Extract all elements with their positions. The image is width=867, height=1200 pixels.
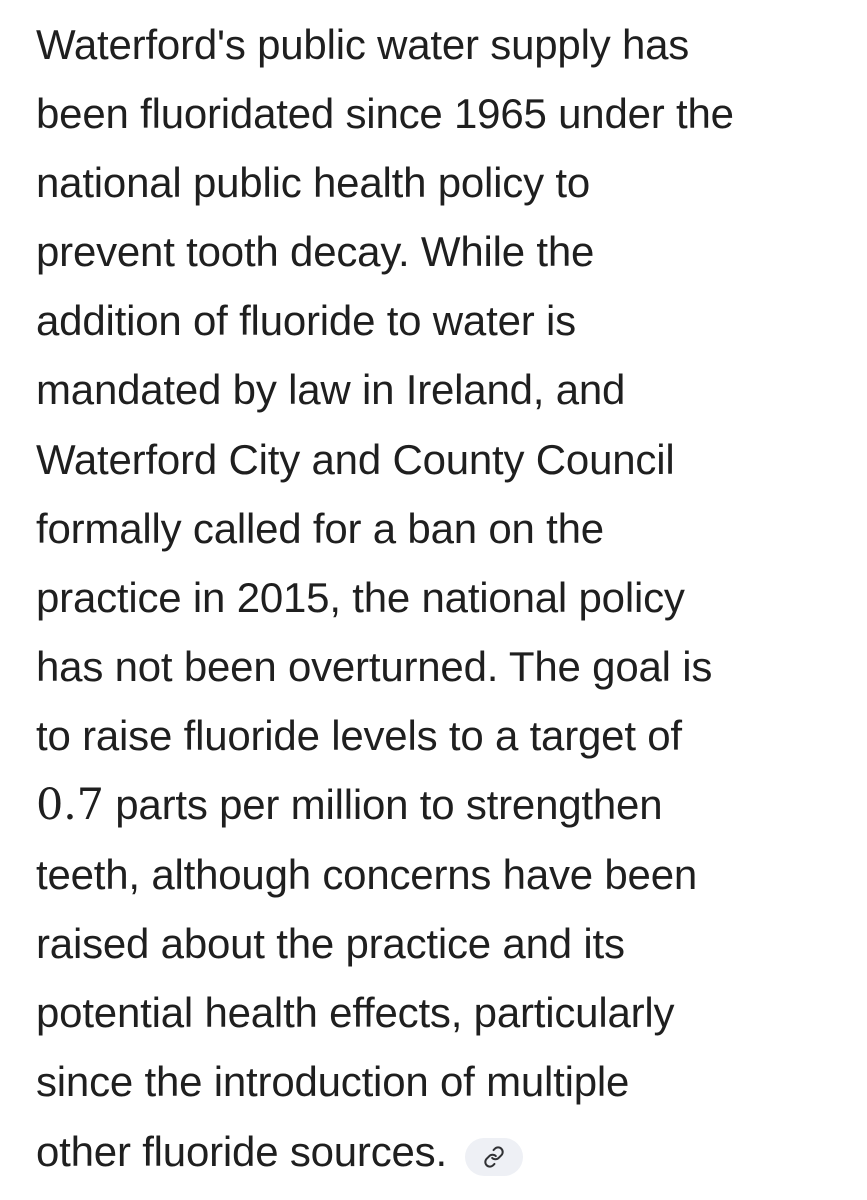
response-line-text: other fluoride sources. (36, 1127, 447, 1175)
response-line: teeth, although concerns have been (36, 851, 698, 899)
response-line-text: parts per million to strengthen (103, 781, 663, 829)
response-line-last (36, 1117, 836, 1186)
ai-response-paragraph (36, 10, 836, 1186)
response-line: been fluoridated since 1965 under the (36, 90, 734, 138)
response-line: raised about the practice and its (36, 920, 625, 968)
response-line: Waterford City and County Council (36, 435, 675, 483)
response-line: prevent tooth decay. While the (36, 228, 595, 276)
response-line: practice in 2015, the national policy (36, 573, 685, 621)
response-line: since the introduction of multiple (36, 1058, 630, 1106)
response-line (36, 770, 836, 840)
link-icon (483, 1146, 505, 1168)
response-line: potential health effects, particularly (36, 989, 675, 1037)
response-line: mandated by law in Ireland, and (36, 366, 626, 414)
response-line: formally called for a ban on the (36, 504, 604, 552)
response-line: Waterford's public water supply has (36, 21, 690, 68)
source-link-button[interactable] (465, 1138, 523, 1176)
response-line: national public health policy to (36, 159, 590, 207)
response-line: addition of fluoride to water is (36, 297, 576, 345)
response-line: has not been overturned. The goal is (36, 642, 713, 690)
response-line: to raise fluoride levels to a target of (36, 711, 682, 759)
math-value: 0.7 (36, 780, 104, 831)
